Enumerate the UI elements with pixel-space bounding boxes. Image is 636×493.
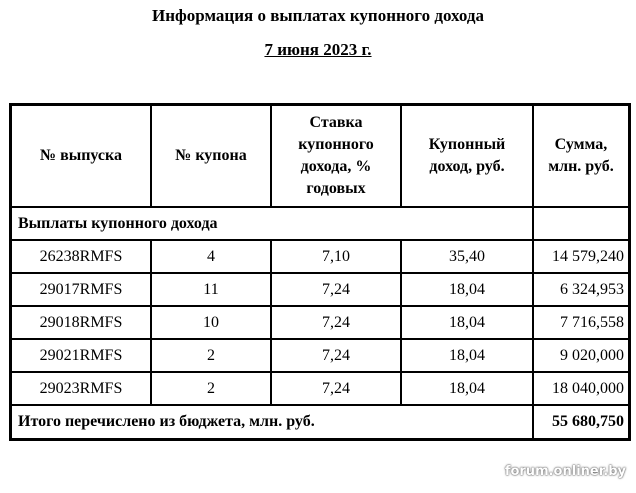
cell-issue: 29017RMFS (11, 273, 151, 306)
table-row (11, 339, 629, 372)
cell-issue: 29023RMFS (11, 372, 151, 405)
table-row (11, 240, 629, 273)
cell-coupon: 11 (151, 273, 271, 306)
site-watermark: forum.onliner.by (504, 464, 626, 479)
cell-coupon: 2 (151, 339, 271, 372)
cell-rate: 7,24 (271, 306, 401, 339)
section-label: Выплаты купонного дохода (11, 207, 533, 240)
cell-issue: 29021RMFS (11, 339, 151, 372)
total-label: Итого перечислено из бюджета, млн. руб. (11, 405, 533, 439)
section-empty-cell (533, 207, 629, 240)
header-sum: Сумма, млн. руб. (533, 105, 629, 207)
cell-issue: 26238RMFS (11, 240, 151, 273)
cell-income: 18,04 (401, 306, 533, 339)
cell-sum: 9 020,000 (533, 339, 629, 372)
table-row (11, 372, 629, 405)
cell-income: 18,04 (401, 372, 533, 405)
cell-sum: 18 040,000 (533, 372, 629, 405)
table-header-row (11, 105, 629, 207)
cell-issue: 29018RMFS (11, 306, 151, 339)
cell-income: 35,40 (401, 240, 533, 273)
header-issue: № выпуска (11, 105, 151, 207)
cell-rate: 7,10 (271, 240, 401, 273)
section-row (11, 207, 629, 240)
table-row (11, 273, 629, 306)
cell-income: 18,04 (401, 339, 533, 372)
cell-rate: 7,24 (271, 372, 401, 405)
cell-coupon: 2 (151, 372, 271, 405)
cell-coupon: 10 (151, 306, 271, 339)
document-date (0, 40, 636, 60)
header-income: Купонный доход, руб. (401, 105, 533, 207)
document-date-text: 7 июня 2023 г. (264, 40, 372, 59)
table-row (11, 306, 629, 339)
document-title: Информация о выплатах купонного дохода (151, 6, 484, 25)
cell-rate: 7,24 (271, 339, 401, 372)
header-rate: Ставка купонного дохода, % годовых (271, 105, 401, 207)
cell-sum: 14 579,240 (533, 240, 629, 273)
cell-coupon: 4 (151, 240, 271, 273)
total-value: 55 680,750 (533, 405, 629, 439)
cell-rate: 7,24 (271, 273, 401, 306)
cell-income: 18,04 (401, 273, 533, 306)
cell-sum: 7 716,558 (533, 306, 629, 339)
cell-sum: 6 324,953 (533, 273, 629, 306)
coupon-payments-table (9, 103, 631, 441)
total-row (11, 405, 629, 439)
header-coupon: № купона (151, 105, 271, 207)
